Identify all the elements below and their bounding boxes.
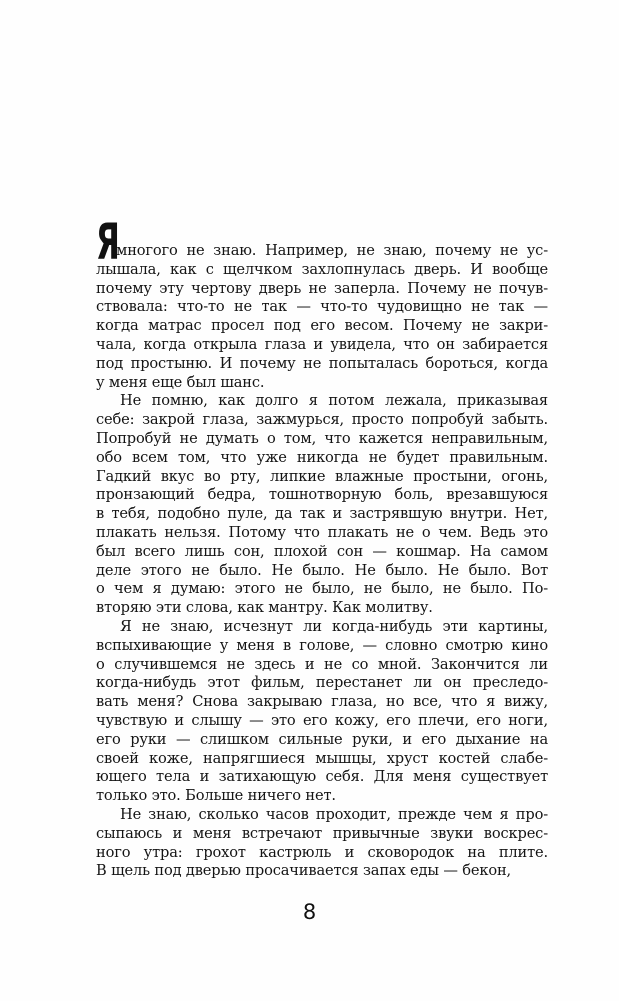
text-line: ного утра: грохот кастрюль и сковородок на плите.	[96, 843, 548, 861]
text-line: себе: закрой глаза, зажмурься, просто попробуй забыть.	[96, 411, 548, 429]
drop-cap: Я	[96, 213, 120, 271]
text-line: чувствую и слышу — это его кожу, его плечи, его ноги,	[96, 711, 548, 729]
text-line: когда-нибудь этот фильм, перестанет ли он преследо-	[96, 674, 548, 692]
text-line: когда матрас просел под его весом. Почему не закри-	[96, 317, 548, 335]
text-line: вторяю эти слова, как мантру. Как молитву.	[96, 599, 433, 617]
text-line: под простыню. И почему не попыталась бороться, когда	[96, 354, 548, 372]
text-line: Я не знаю, исчезнут ли когда-нибудь эти картины,	[120, 617, 548, 635]
text-line: о чем я думаю: этого не было, не было, не было. По-	[96, 580, 548, 598]
text-line: В щель под дверью просачивается запах еды — бекон,	[96, 862, 512, 880]
text-line: у меня еще был шанс.	[96, 373, 265, 391]
text-line: сыпаюсь и меня встречают привычные звуки воскрес-	[96, 824, 548, 842]
paragraph	[96, 392, 548, 618]
text-line: вать меня? Снова закрываю глаза, но все, что я вижу,	[96, 693, 548, 711]
paragraph	[96, 242, 548, 392]
text-line: чала, когда открыла глаза и увидела, что он забирается	[96, 335, 548, 353]
body-text	[96, 213, 548, 881]
text-line: вспыхивающие у меня в голове, — словно смотрю кино	[96, 636, 548, 654]
text-line: Не помню, как долго я потом лежала, приказывая	[120, 392, 548, 410]
text-line: его руки — слишком сильные руки, и его дыхание на	[96, 730, 548, 748]
text-line: пронзающий бедра, тошнотворную боль, врезавшуюся	[96, 486, 548, 504]
text-line: деле этого не было. Не было. Не было. Не было. Вот	[96, 561, 548, 579]
text-line: почему эту чертову дверь не заперла. Почему не почув-	[96, 279, 548, 297]
text-line: в тебя, подобно пуле, да так и застрявшую внутри. Нет,	[96, 505, 548, 523]
text-line: о случившемся не здесь и не со мной. Закончится ли	[96, 655, 548, 673]
paragraph	[96, 806, 548, 881]
text-line: многого не знаю. Например, не знаю, почему не ус-	[116, 242, 548, 259]
paragraph	[96, 618, 548, 806]
page-number: 8	[302, 900, 317, 924]
text-line: Гадкий вкус во рту, липкие влажные простыни, огонь,	[96, 467, 548, 485]
text-line: Не знаю, сколько часов проходит, прежде чем я про-	[120, 805, 548, 823]
text-line: был всего лишь сон, плохой сон — кошмар. На самом	[96, 542, 548, 560]
text-line: ющего тела и затихающую себя. Для меня существует	[96, 768, 548, 786]
text-line: только это. Больше ничего нет.	[96, 787, 336, 805]
text-line: обо всем том, что уже никогда не будет правильным.	[96, 448, 548, 466]
text-line: ствовала: что-то не так — что-то чудовищно не так —	[96, 298, 548, 316]
text-line: своей коже, напрягшиеся мышцы, хруст костей слабе-	[96, 749, 548, 767]
text-line: Попробуй не думать о том, что кажется неправильным,	[96, 429, 548, 447]
text-line: плакать нельзя. Потому что плакать не о чем. Ведь это	[96, 523, 548, 541]
text-line: лышала, как с щелчком захлопнулась дверь. И вообще	[96, 260, 548, 278]
